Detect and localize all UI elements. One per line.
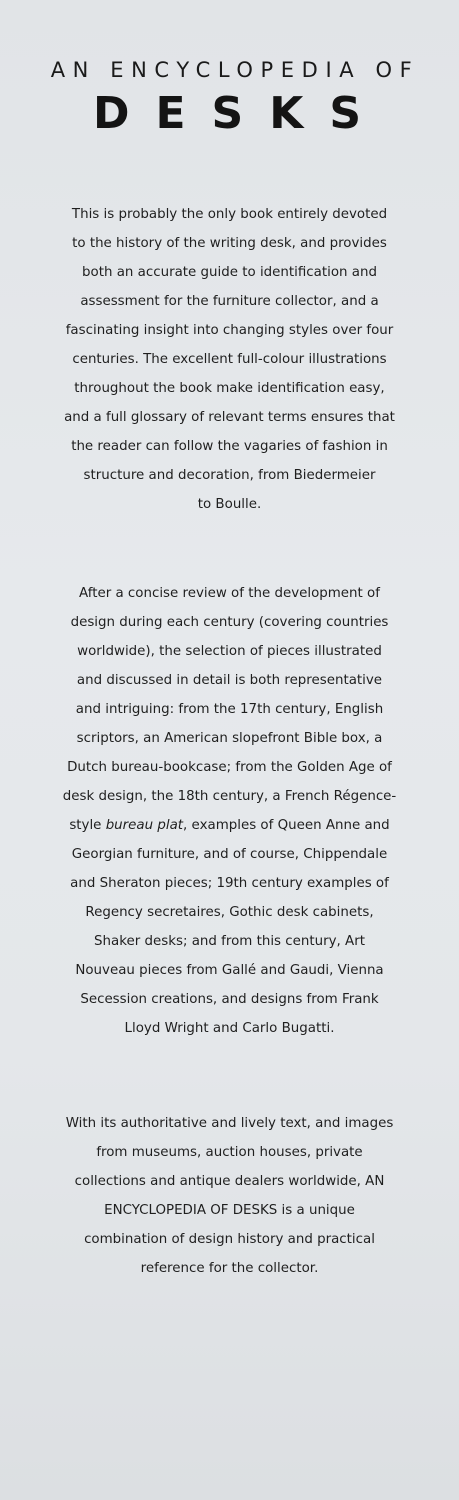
text-line: ENCYCLOPEDIA OF DESKS is a unique bbox=[104, 1203, 355, 1218]
text-segment: , examples of Queen Anne and bbox=[183, 818, 390, 833]
text-line: reference for the collector. bbox=[140, 1261, 319, 1276]
text-line: Dutch bureau-bookcase; from the Golden Age of bbox=[67, 760, 392, 775]
text-line: structure and decoration, from Biedermeier bbox=[83, 468, 376, 483]
text-line: and discussed in detail is both representative bbox=[76, 673, 383, 688]
text-line: both an accurate guide to identification and bbox=[82, 265, 377, 280]
text-line: Georgian furniture, and of course, Chippendale bbox=[71, 847, 388, 862]
book-title: DESKS bbox=[92, 88, 388, 139]
text-line: Lloyd Wright and Carlo Bugatti. bbox=[124, 1021, 335, 1036]
text-line: fascinating insight into changing styles over four bbox=[65, 323, 394, 338]
italic-term: bureau plat bbox=[105, 818, 184, 833]
text-line: desk design, the 18th century, a French Régence- bbox=[62, 789, 397, 804]
text-line: scriptors, an American slopefront Bible box, a bbox=[76, 731, 383, 746]
text-line: Secession creations, and designs from Frank bbox=[80, 992, 379, 1007]
text-line: worldwide), the selection of pieces illustrated bbox=[77, 644, 382, 659]
text-line: Nouveau pieces from Gallé and Gaudi, Vienna bbox=[75, 963, 384, 978]
text-line: collections and antique dealers worldwide, AN bbox=[74, 1174, 385, 1189]
text-line: throughout the book make identification easy, bbox=[74, 381, 385, 396]
text-line: to Boulle. bbox=[197, 497, 262, 512]
text-line: from museums, auction houses, private bbox=[96, 1145, 363, 1160]
text-line-with-italic bbox=[14, 811, 445, 840]
description-paragraph-1 bbox=[14, 200, 445, 519]
text-line: Shaker desks; and from this century, Art bbox=[94, 934, 365, 949]
title-prefix: AN ENCYCLOPEDIA OF bbox=[50, 58, 420, 82]
text-line: and a full glossary of relevant terms ensures that bbox=[64, 410, 395, 425]
text-segment: style bbox=[69, 818, 106, 833]
text-line: assessment for the furniture collector, and a bbox=[80, 294, 379, 309]
text-line: the reader can follow the vagaries of fashion in bbox=[71, 439, 388, 454]
text-line: After a concise review of the development of bbox=[79, 586, 380, 601]
text-line: Regency secretaires, Gothic desk cabinets, bbox=[85, 905, 374, 920]
text-line: design during each century (covering countries bbox=[70, 615, 389, 630]
text-line: centuries. The excellent full-colour illustrations bbox=[72, 352, 387, 367]
description-paragraph-2 bbox=[14, 579, 445, 1043]
text-line: combination of design history and practical bbox=[84, 1232, 375, 1247]
text-line: This is probably the only book entirely devoted bbox=[71, 207, 388, 222]
text-line: and Sheraton pieces; 19th century examples of bbox=[70, 876, 389, 891]
text-line: to the history of the writing desk, and provides bbox=[72, 236, 387, 251]
text-line: With its authoritative and lively text, and images bbox=[65, 1116, 394, 1131]
text-line: and intriguing: from the 17th century, English bbox=[75, 702, 384, 717]
description-paragraph-3 bbox=[14, 1109, 445, 1283]
